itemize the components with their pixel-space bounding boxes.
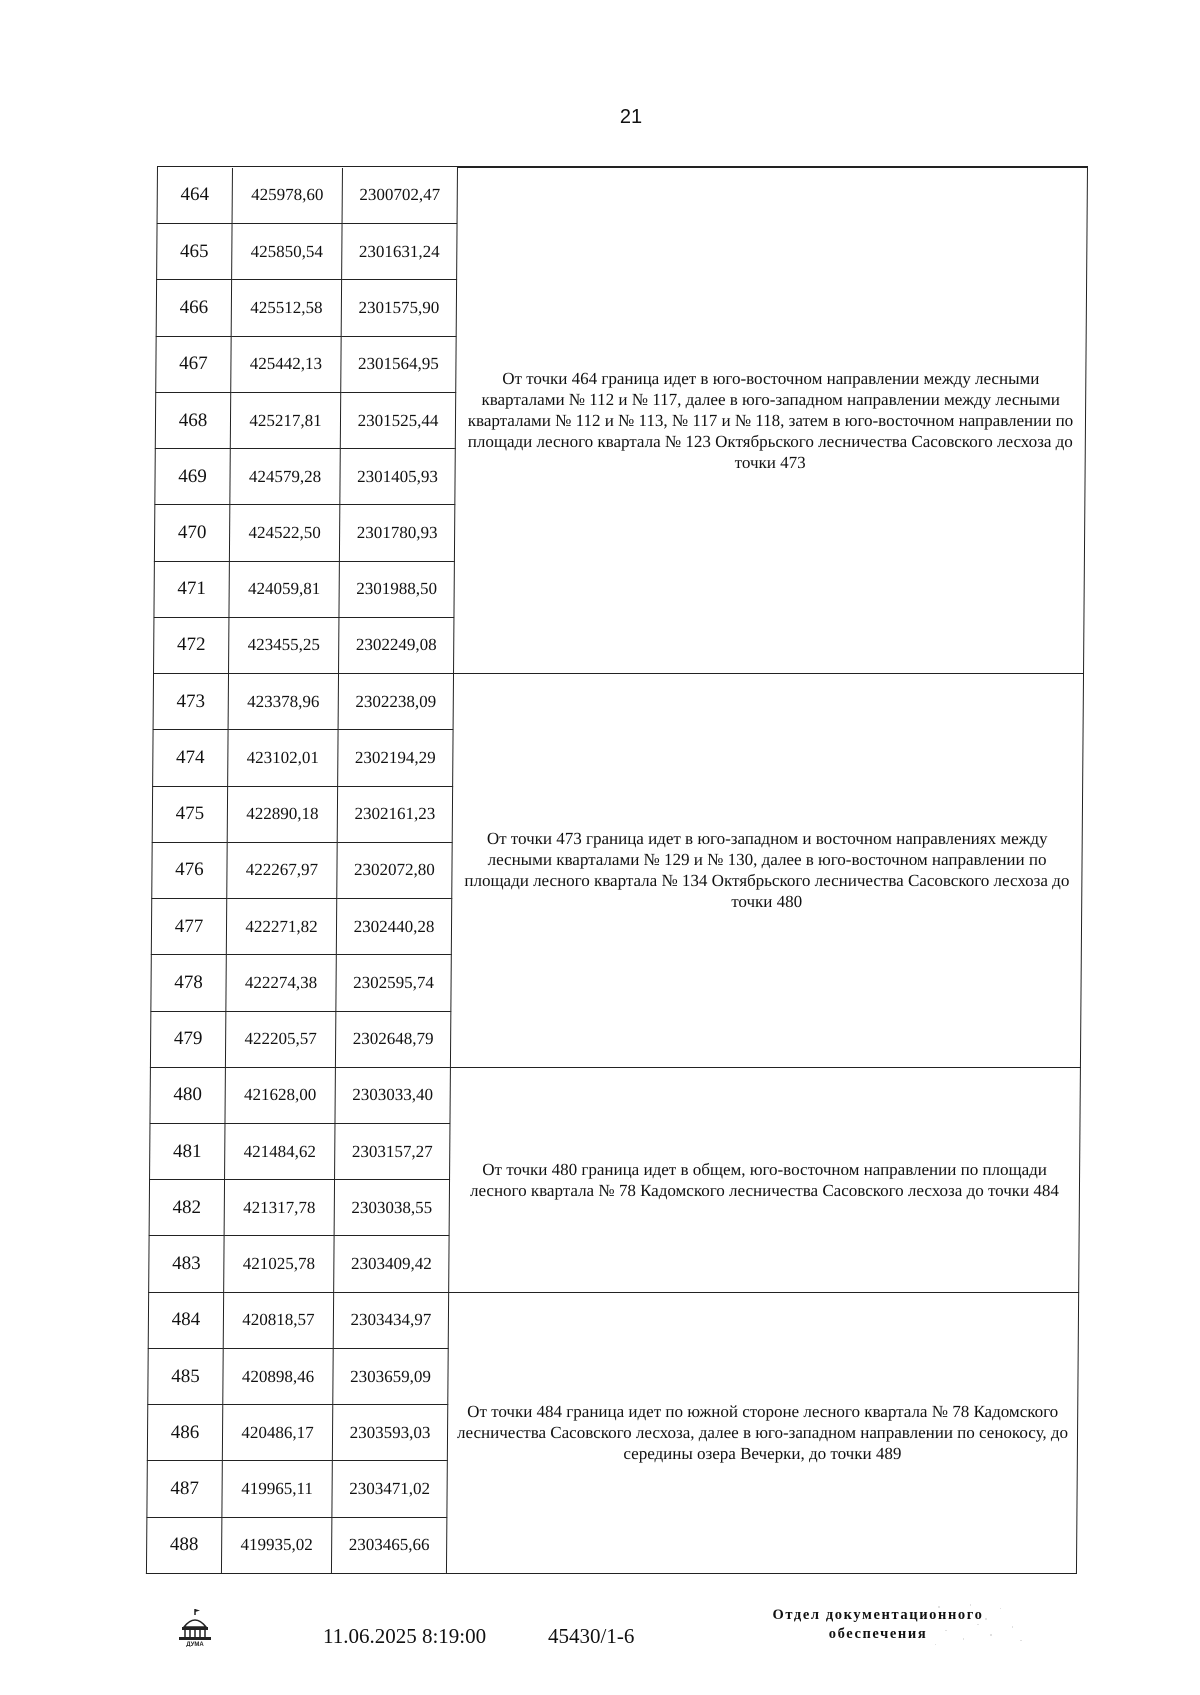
coordinate-x: 423378,96 <box>228 674 338 730</box>
coordinate-y: 2302648,79 <box>335 1011 450 1067</box>
point-number: 474 <box>153 730 228 786</box>
point-number: 488 <box>146 1517 221 1573</box>
coordinate-x: 421317,78 <box>224 1180 334 1236</box>
coordinate-x: 422890,18 <box>227 786 337 842</box>
point-number: 487 <box>147 1461 222 1517</box>
coordinate-y: 2301525,44 <box>340 392 455 448</box>
coordinate-x: 422205,57 <box>225 1011 335 1067</box>
coordinate-y: 2302161,23 <box>337 786 452 842</box>
coordinate-x: 420486,17 <box>222 1405 332 1461</box>
point-number: 483 <box>149 1236 224 1292</box>
coordinate-y: 2302238,09 <box>338 674 453 730</box>
coordinate-y: 2301780,93 <box>339 505 454 561</box>
boundary-points-table <box>146 166 1088 1574</box>
coordinate-y: 2301988,50 <box>339 561 454 617</box>
point-number: 470 <box>154 505 229 561</box>
coordinate-x: 419965,11 <box>222 1461 332 1517</box>
coordinate-y: 2302194,29 <box>338 730 453 786</box>
coordinate-x: 425850,54 <box>232 224 342 280</box>
boundary-description: От точки 464 граница идет в юго-восточном направлении между лесными кварталами № 112 и № 117, далее в юго-западном направлении между лесными кварталами № 112 и № 113, № 117 и № 118, затем в юго-восточном направлении по площади лесного квартала № 123 Октябрьского лесничества Сасовского лесхоза до точки 473 <box>454 168 1088 674</box>
boundary-description: От точки 480 граница идет в общем, юго-восточном направлении по площади лесного квартала № 78 Кадомского лесничества Сасовского лесхоза до точки 484 <box>449 1067 1081 1292</box>
coordinate-y: 2303409,42 <box>334 1236 449 1292</box>
coordinate-x: 420898,46 <box>223 1348 333 1404</box>
point-number: 472 <box>154 617 229 673</box>
coordinate-x: 423102,01 <box>228 730 338 786</box>
point-number: 482 <box>149 1180 224 1236</box>
coordinate-x: 424059,81 <box>229 561 339 617</box>
coordinate-x: 424522,50 <box>229 505 339 561</box>
point-number: 476 <box>152 842 227 898</box>
department-line-1: Отдел документационного <box>772 1607 984 1623</box>
point-number: 475 <box>152 786 227 842</box>
coordinate-x: 422271,82 <box>226 899 336 955</box>
table-row <box>148 1292 1078 1348</box>
coordinate-y: 2301575,90 <box>341 280 456 336</box>
point-number: 468 <box>155 392 230 448</box>
point-number: 471 <box>154 561 229 617</box>
coordinate-y: 2303593,03 <box>332 1405 447 1461</box>
coordinate-x: 424579,28 <box>230 449 340 505</box>
coordinate-y: 2303471,02 <box>332 1461 447 1517</box>
stamp-texture-icon <box>930 1600 1030 1650</box>
coordinate-y: 2302440,28 <box>336 899 451 955</box>
coordinate-x: 423455,25 <box>229 617 339 673</box>
coordinate-y: 2303038,55 <box>334 1180 449 1236</box>
coordinate-x: 425217,81 <box>230 392 340 448</box>
coordinate-x: 422267,97 <box>227 842 337 898</box>
coordinate-x: 425978,60 <box>232 168 342 224</box>
point-number: 479 <box>150 1011 225 1067</box>
boundary-description: От точки 473 граница идет в юго-западном и восточном направлениях между лесными кварталами № 129 и № 130, далее в юго-восточном направлении по площади лесного квартала № 134 Октябрьского лесничества Сасовского лесхоза до точки 480 <box>450 674 1083 1068</box>
boundary-description: От точки 484 граница идет по южной стороне лесного квартала № 78 Кадомского лесничества Сасовского лесхоза, далее в юго-западном направлении по сенокосу, до середины озера Вечерки, до точки 489 <box>446 1292 1078 1573</box>
footer-date: 11.06.2025 8:19:00 <box>323 1624 487 1648</box>
coordinate-y: 2302072,80 <box>337 842 452 898</box>
coordinate-x: 421628,00 <box>225 1067 335 1123</box>
coordinate-y: 2301405,93 <box>340 449 455 505</box>
point-number: 484 <box>148 1292 223 1348</box>
coordinate-x: 422274,38 <box>226 955 336 1011</box>
table-row <box>157 168 1087 224</box>
point-number: 473 <box>153 674 228 730</box>
point-number: 478 <box>151 955 226 1011</box>
coordinate-x: 425512,58 <box>231 280 341 336</box>
point-number: 465 <box>157 224 232 280</box>
point-number: 477 <box>151 899 226 955</box>
point-number: 466 <box>156 280 231 336</box>
department-line-2: обеспечения <box>828 1626 928 1642</box>
coordinate-x: 421025,78 <box>224 1236 334 1292</box>
logo-lettering: ДУМА <box>186 1642 204 1647</box>
coordinate-y: 2301631,24 <box>342 224 457 280</box>
coordinate-y: 2303659,09 <box>333 1348 448 1404</box>
point-number: 464 <box>157 168 232 224</box>
coordinate-x: 420818,57 <box>223 1292 333 1348</box>
coordinate-y: 2303157,27 <box>335 1123 450 1179</box>
point-number: 485 <box>148 1348 223 1404</box>
coordinate-x: 419935,02 <box>221 1517 331 1573</box>
coordinate-y: 2303434,97 <box>333 1292 448 1348</box>
point-number: 486 <box>147 1405 222 1461</box>
coordinate-x: 421484,62 <box>225 1123 335 1179</box>
coordinate-y: 2303033,40 <box>335 1067 450 1123</box>
duma-logo-icon <box>176 1607 214 1647</box>
point-number: 480 <box>150 1067 225 1123</box>
coordinate-y: 2301564,95 <box>341 336 456 392</box>
point-number: 481 <box>150 1123 225 1179</box>
coordinate-y: 2300702,47 <box>342 168 457 224</box>
point-number: 469 <box>155 449 230 505</box>
page-number: 21 <box>619 106 643 128</box>
coordinate-y: 2303465,66 <box>331 1517 446 1573</box>
coordinate-y: 2302249,08 <box>339 617 454 673</box>
point-number: 467 <box>156 336 231 392</box>
footer-reference: 45430/1-6 <box>548 1624 635 1648</box>
table-row <box>150 1067 1080 1123</box>
coordinate-x: 425442,13 <box>231 336 341 392</box>
coordinate-y: 2302595,74 <box>336 955 451 1011</box>
table-row <box>153 674 1083 730</box>
